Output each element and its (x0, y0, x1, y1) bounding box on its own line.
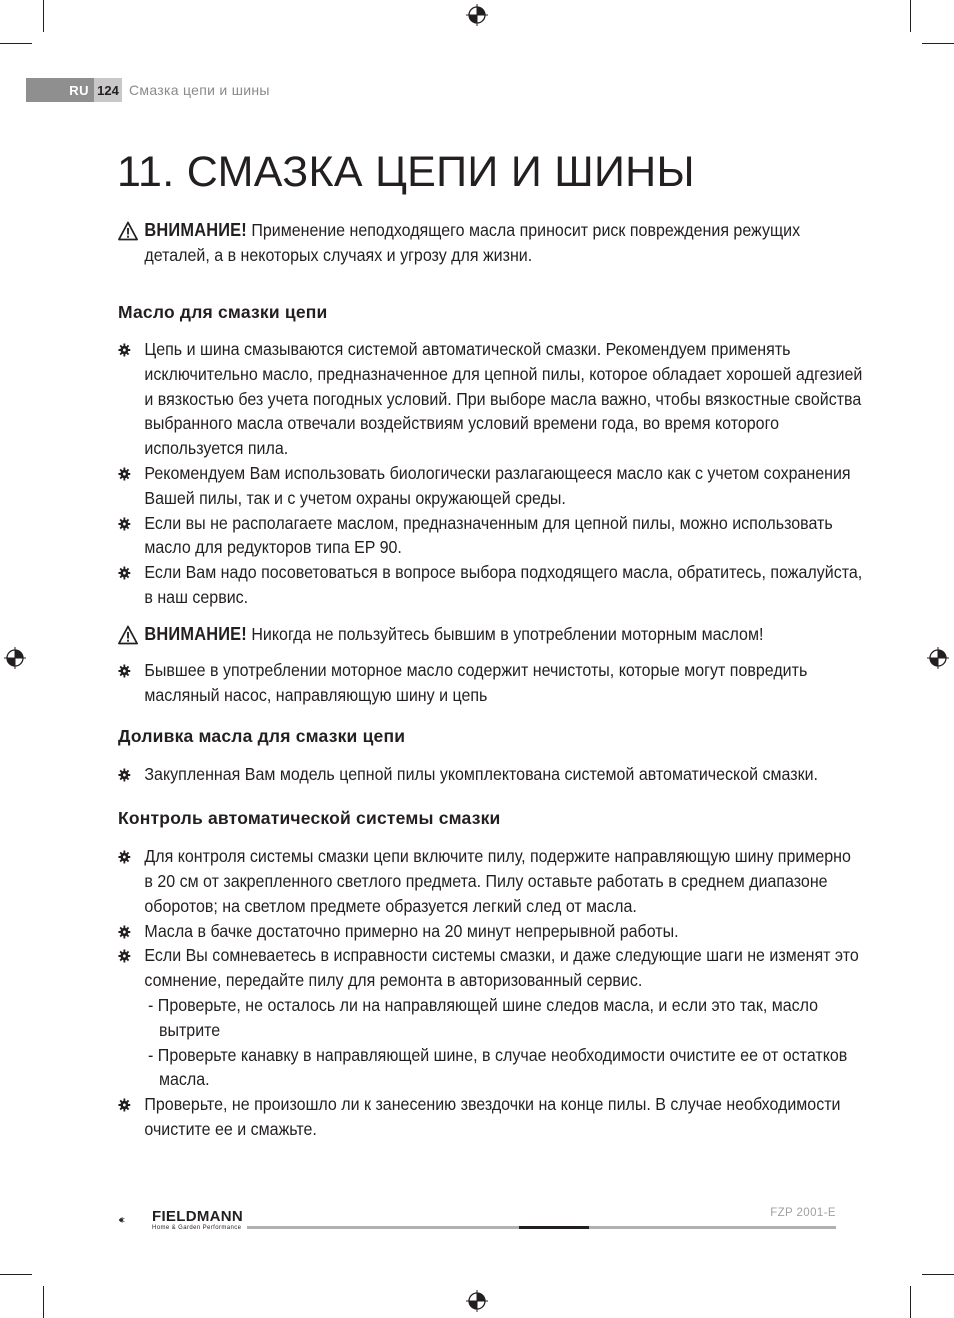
registration-mark-icon (4, 647, 26, 669)
warning-label: ВНИМАНИЕ! (144, 623, 247, 644)
list-item (118, 560, 863, 610)
bullet-gear-icon (118, 768, 131, 782)
list-item-text: Проверьте, не произошло ли к занесению звездочки на конце пилы. В случае необходимости очистите ее и смажьте. (144, 1094, 841, 1139)
list-item-text: Если Вы сомневаетесь в исправности системы смазки, и даже следующие шаги не изменят это сомнение, передайте пилу для ремонта в авторизованный сервис. (144, 945, 859, 991)
crop-mark (0, 1274, 32, 1275)
warning-text: Применение неподходящего масла приносит риск повреждения режущих деталей, а в некоторых случаях и угрозу для жизни. (144, 220, 801, 265)
crop-mark (43, 0, 44, 32)
list-item-text: Для контроля системы смазки цепи включите пилу, подержите направляющую шину примерно в 20 см от закрепленного светлого предмета. Пилу оставьте работать в среднем диапазоне оборотов; на светлом предмете образуется легкий след от масла. (144, 846, 851, 916)
list-item (118, 658, 863, 708)
sub-item-text: - Проверьте канавку в направляющей шине, в случае необходимости очистите ее от остатков масла. (148, 1044, 848, 1090)
list-item-text: Масла в бачке достаточно примерно на 20 минут непрерывной работы. (144, 920, 679, 941)
warning-block (118, 622, 863, 647)
list-item (118, 844, 863, 918)
bullet-gear-icon (118, 850, 131, 864)
list-item-text: Если Вам надо посоветоваться в вопросе выбора подходящего масла, обратитесь, пожалуйста, в наш сервис. (144, 562, 863, 607)
warning-label: ВНИМАНИЕ! (144, 220, 247, 240)
bullet-list (118, 658, 843, 708)
brand-name: FIELDMANN (152, 1208, 244, 1225)
section-heading-lubrication-control: Контроль автоматической системы смазки (118, 808, 501, 829)
list-item (118, 1092, 863, 1142)
bullet-list (118, 337, 863, 610)
list-item (118, 762, 863, 787)
footer-rule (519, 1226, 589, 1229)
bullet-gear-icon (118, 949, 131, 963)
warning-text: Никогда не пользуйтесь бывшим в употреблении моторным маслом! (251, 623, 764, 644)
section-heading-oil-refill: Доливка масла для смазки цепи (118, 726, 406, 747)
bullet-gear-icon (118, 664, 131, 678)
crop-mark (0, 43, 32, 44)
main-content (118, 218, 863, 1142)
bullet-gear-icon (118, 925, 131, 939)
registration-mark-icon (466, 4, 488, 26)
list-item (118, 919, 863, 944)
list-item (118, 511, 863, 561)
footer-rule (247, 1226, 519, 1229)
footer-rule (589, 1226, 836, 1229)
bullet-list (118, 844, 859, 1142)
list-item (118, 943, 863, 1092)
warning-block (118, 218, 863, 268)
registration-mark-icon (927, 647, 949, 669)
sub-item-text: - Проверьте, не осталось ли на направляющей шине следов масла, и если это так, масло вытрите (148, 994, 819, 1040)
list-item-text: Цепь и шина смазываются системой автоматической смазки. Рекомендуем применять исключительно масло, предназначенное для цепной пилы, которое обладает хорошей адгезией и вязкостью без учета погодных условий. При выборе масла важно, чтобы вязкостные свойства выбранного масла отвечали воздействиям условий времени года, во время которого используется пила. (144, 339, 863, 459)
list-item (118, 337, 863, 461)
warning-triangle-icon (118, 625, 138, 645)
crop-mark (922, 1274, 954, 1275)
crop-mark (922, 43, 954, 44)
bullet-gear-icon (118, 517, 131, 531)
bullet-gear-icon (118, 566, 131, 580)
running-header (26, 78, 270, 102)
bullet-gear-icon (118, 1098, 131, 1112)
list-item-text: Рекомендуем Вам использовать биологически разлагающееся масло как с учетом сохранения Вашей пилы, так и с учетом охраны окружающей среды. (144, 462, 851, 508)
page-number: 124 (94, 78, 122, 102)
list-item-text: Закупленная Вам модель цепной пилы укомплектована системой автоматической смазки. (144, 764, 818, 785)
section-heading-chain-oil: Масло для смазки цепи (118, 302, 328, 322)
fieldmann-logo-icon (118, 1204, 152, 1236)
bullet-list (118, 762, 843, 787)
crop-mark (910, 1286, 911, 1318)
language-tab: RU (26, 78, 94, 102)
header-section-title: Смазка цепи и шины (129, 82, 270, 98)
brand-tagline: Home & Garden Performance (152, 1225, 242, 1231)
registration-mark-icon (466, 1290, 488, 1312)
warning-triangle-icon (118, 221, 138, 241)
list-item-text: Если вы не располагаете маслом, предназначенным для цепной пилы, можно использовать масло для редукторов типа EP 90. (144, 512, 833, 558)
crop-mark (43, 1286, 44, 1318)
list-item-text: Бывшее в употреблении моторное масло содержит нечистоты, которые могут повредить масляный насос, направляющую шину и цепь (144, 659, 808, 705)
page-title: 11. СМАЗКА ЦЕПИ И ШИНЫ (117, 148, 695, 196)
bullet-gear-icon (118, 343, 131, 357)
bullet-gear-icon (118, 467, 131, 481)
crop-mark (910, 0, 911, 32)
list-item (118, 461, 863, 511)
model-number: FZP 2001-E (770, 1207, 836, 1219)
